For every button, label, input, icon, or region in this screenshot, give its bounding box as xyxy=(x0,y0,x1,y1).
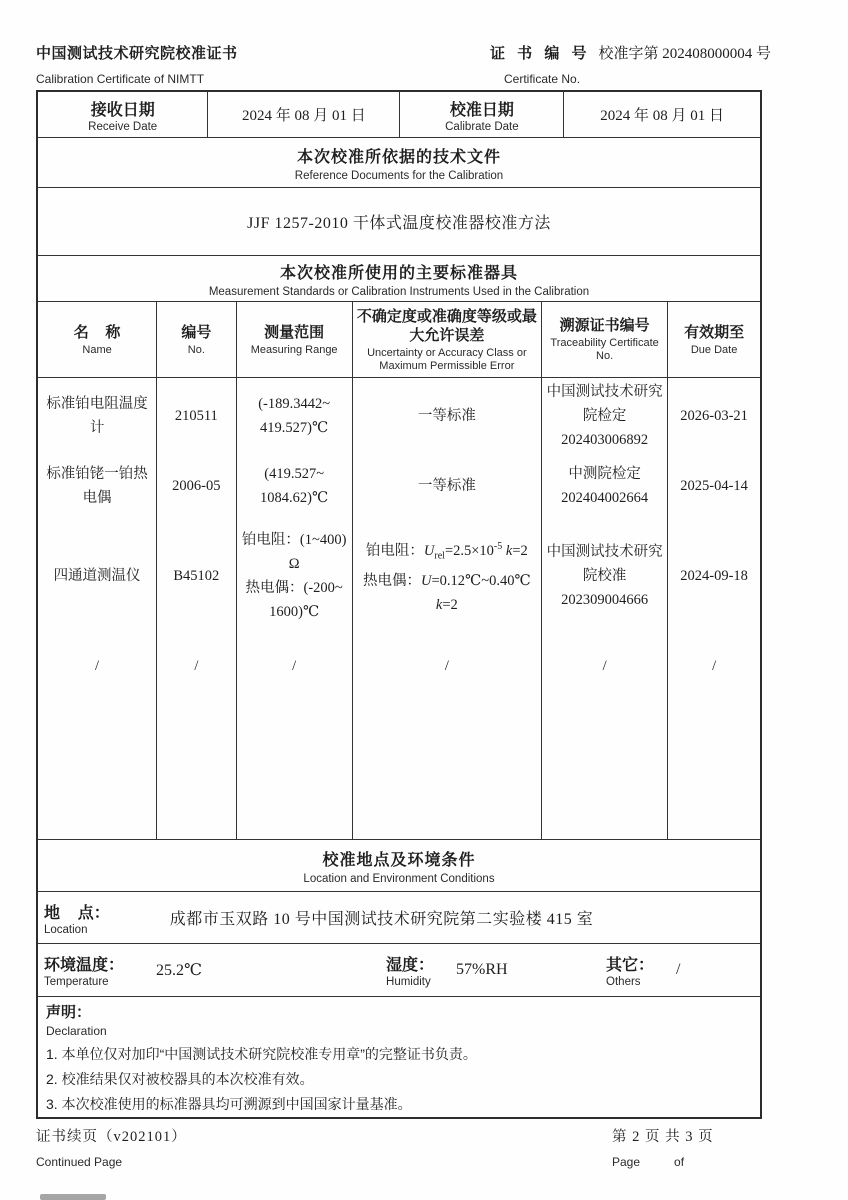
table-row xyxy=(38,522,760,630)
others-value: / xyxy=(676,961,681,978)
calibrate-date-value-cell xyxy=(564,92,760,137)
coverage-factor-symbol: k xyxy=(505,542,513,559)
continued-page-label-en: Continued Page xyxy=(36,1155,123,1169)
standard-name: 标准铂铑一铂热电偶 xyxy=(46,466,148,506)
cell-range xyxy=(237,378,353,454)
uncertainty-line xyxy=(363,569,531,593)
col-header-traceability-cn: 溯源证书编号 xyxy=(559,317,650,334)
range-line: 热电偶：(-200~ xyxy=(245,580,343,596)
col-header-uncertainty-cn: 不确定度或准确度等级或最大允许误差 xyxy=(356,307,537,344)
trace-line: 院检定 xyxy=(582,408,627,424)
receive-date-value: 2024 年 08 月 01 日 xyxy=(242,108,366,124)
receive-date-label-cell xyxy=(38,92,208,137)
due-date: 2025-04-14 xyxy=(680,478,748,494)
col-header-name-cn: 名 称 xyxy=(73,323,121,341)
humidity-value: 57%RH xyxy=(456,961,508,978)
header-right xyxy=(490,42,771,86)
page-word: Page xyxy=(612,1155,641,1169)
document-title-en: Calibration Certificate of NIMTT xyxy=(36,72,205,86)
standards-table-header xyxy=(38,302,760,378)
calibrate-date-label-cell xyxy=(400,92,564,137)
cell-traceability xyxy=(542,378,668,454)
trace-line: 院校准 xyxy=(582,568,627,584)
cell-uncertainty xyxy=(353,630,542,702)
others-label-cn: 其它： xyxy=(606,957,655,974)
of-word: of xyxy=(674,1155,685,1169)
standards-section-header xyxy=(38,256,760,302)
dates-row xyxy=(38,92,760,138)
reference-header-cn: 本次校准所依据的技术文件 xyxy=(296,148,501,166)
col-header-traceability xyxy=(542,302,668,377)
col-header-no xyxy=(157,302,236,377)
standard-no: 2006-05 xyxy=(172,478,221,494)
humidity-label xyxy=(386,952,434,988)
environment-row xyxy=(38,944,760,997)
receive-date-value-cell xyxy=(208,92,400,137)
uncertainty-text: 铂电阻： xyxy=(365,542,424,559)
empty-cell xyxy=(237,702,353,839)
col-header-due-en: Due Date xyxy=(690,343,738,356)
uncertainty-text: =2.5×10 xyxy=(444,542,494,559)
declaration-section xyxy=(38,997,760,1117)
table-row xyxy=(38,378,760,450)
temperature-label xyxy=(44,952,124,988)
standard-no: 210511 xyxy=(174,408,218,424)
calibrate-date-label-cn: 校准日期 xyxy=(449,101,514,119)
scan-artifact xyxy=(40,1194,106,1200)
empty-cell xyxy=(353,702,542,839)
footer-left xyxy=(36,1125,187,1169)
range-line: 419.527)℃ xyxy=(260,420,329,436)
trace-line: 202309004666 xyxy=(561,592,649,608)
range-line: (-189.3442~ xyxy=(258,396,331,412)
declaration-item: 3. 本次校准使用的标准器具均可溯源到中国国家计量基准。 xyxy=(46,1096,412,1112)
range-line: 铂电阻：(1~400) xyxy=(241,532,347,548)
standard-name: 四通道测温仪 xyxy=(53,568,141,584)
location-label xyxy=(44,900,110,936)
page-number-en xyxy=(612,1155,714,1169)
cell-no xyxy=(157,378,236,454)
cell-uncertainty xyxy=(353,450,542,522)
uncertainty-line xyxy=(366,535,528,569)
certificate-number-line xyxy=(490,42,771,63)
humidity-label-cn: 湿度： xyxy=(386,957,435,974)
uncertainty-value: / xyxy=(444,658,449,674)
col-header-range-en: Measuring Range xyxy=(250,343,338,356)
table-row xyxy=(38,630,760,702)
calibrate-date-label-en: Calibrate Date xyxy=(445,120,519,133)
location-row xyxy=(38,892,760,944)
uncertainty-line xyxy=(436,593,458,617)
cell-uncertainty xyxy=(353,522,542,630)
cell-name xyxy=(38,378,157,454)
empty-cell xyxy=(542,702,668,839)
cell-due xyxy=(668,630,760,702)
declaration-item: 2. 校准结果仅对被校器具的本次校准有效。 xyxy=(46,1071,314,1087)
cell-traceability xyxy=(542,630,668,702)
cell-due xyxy=(668,450,760,522)
standard-no: / xyxy=(194,658,199,674)
col-header-traceability-en: Traceability Certificate No. xyxy=(550,337,659,362)
uncertainty-superscript: -5 xyxy=(493,541,503,553)
due-date: 2026-03-21 xyxy=(680,408,748,424)
temperature-label-cn: 环境温度： xyxy=(44,957,125,974)
standard-name: 标准铂电阻温度计 xyxy=(46,396,148,436)
due-date: 2024-09-18 xyxy=(680,568,748,584)
reference-header-en: Reference Documents for the Calibration xyxy=(294,169,504,182)
cell-no xyxy=(157,450,236,522)
empty-cell xyxy=(38,702,157,839)
cell-uncertainty xyxy=(353,378,542,454)
uncertainty-value: 一等标准 xyxy=(417,408,476,424)
trace-line: 中国测试技术研究 xyxy=(546,384,663,400)
col-header-due xyxy=(668,302,760,377)
col-header-name xyxy=(38,302,157,377)
table-row xyxy=(38,450,760,522)
trace-line: 202403006892 xyxy=(561,432,649,448)
cell-name xyxy=(38,450,157,522)
col-header-uncertainty-en: Uncertainty or Accuracy Class or Maximum Permissible Error xyxy=(367,346,527,372)
certificate-number-label-en: Certificate No. xyxy=(504,72,581,86)
reference-document xyxy=(38,188,760,256)
range-line: (419.527~ xyxy=(264,466,325,482)
trace-line: / xyxy=(602,658,607,674)
certificate-number-label: 证 书 编 号 xyxy=(490,45,591,62)
header-left xyxy=(36,42,238,86)
standard-no: B45102 xyxy=(173,568,220,584)
declaration-label-en: Declaration xyxy=(46,1024,107,1038)
declaration-label-cn: 声明： xyxy=(46,1004,92,1021)
col-header-range xyxy=(237,302,353,377)
others-label-en: Others xyxy=(606,976,641,988)
location-header-cn: 校准地点及环境条件 xyxy=(322,851,476,869)
trace-line: 中国测试技术研究 xyxy=(546,544,663,560)
receive-date-label-cn: 接收日期 xyxy=(90,101,155,119)
cell-name xyxy=(38,522,157,630)
col-header-due-cn: 有效期至 xyxy=(684,323,745,341)
cell-no xyxy=(157,630,236,702)
due-date: / xyxy=(712,658,717,674)
humidity-label-en: Humidity xyxy=(386,976,431,988)
coverage-factor-value: =2 xyxy=(512,542,528,559)
location-label-cn: 地 点： xyxy=(44,904,110,922)
others-label xyxy=(606,952,654,988)
standards-header-cn: 本次校准所使用的主要标准器具 xyxy=(279,264,518,282)
uncertainty-symbol: U xyxy=(423,542,435,559)
col-header-no-cn: 编号 xyxy=(181,323,212,341)
col-header-uncertainty xyxy=(353,302,542,377)
range-line: / xyxy=(292,658,297,674)
cell-range xyxy=(237,522,353,630)
cell-range xyxy=(237,450,353,522)
col-header-name-en: Name xyxy=(82,343,112,356)
temperature-label-en: Temperature xyxy=(44,976,109,988)
range-line: 1084.62)℃ xyxy=(260,490,329,506)
location-value: 成都市玉双路 10 号中国测试技术研究院第二实验楼 415 室 xyxy=(169,911,594,928)
temperature-value: 25.2℃ xyxy=(156,962,202,979)
cell-due xyxy=(668,522,760,630)
cell-due xyxy=(668,378,760,454)
col-header-no-en: No. xyxy=(187,343,205,356)
uncertainty-subscript: rel xyxy=(434,550,445,562)
declaration-items xyxy=(46,1042,752,1117)
empty-cell xyxy=(668,702,760,839)
standards-header-en: Measurement Standards or Calibration Instruments Used in the Calibration xyxy=(208,285,590,298)
coverage-factor-value: =2 xyxy=(442,596,458,613)
range-line: Ω xyxy=(288,556,300,572)
cell-traceability xyxy=(542,450,668,522)
table-empty-space xyxy=(38,702,760,840)
location-header-en: Location and Environment Conditions xyxy=(303,872,495,885)
cell-name xyxy=(38,630,157,702)
certificate-body xyxy=(36,90,762,1119)
trace-line: 中测院检定 xyxy=(568,466,641,482)
col-header-range-cn: 测量范围 xyxy=(264,323,325,341)
standard-name: / xyxy=(95,658,100,674)
coverage-factor-symbol: k xyxy=(435,596,443,613)
cell-traceability xyxy=(542,522,668,630)
reference-section-header xyxy=(38,138,760,188)
uncertainty-symbol: U xyxy=(420,572,432,589)
range-line: 1600)℃ xyxy=(269,604,320,620)
footer-right xyxy=(612,1125,714,1169)
calibrate-date-value: 2024 年 08 月 01 日 xyxy=(600,108,725,124)
declaration-item: 1. 本单位仅对加印“中国测试技术研究院校准专用章”的完整证书负责。 xyxy=(46,1046,477,1062)
location-section-header xyxy=(38,840,760,892)
cell-no xyxy=(157,522,236,630)
page-number-cn: 第 2 页 共 3 页 xyxy=(612,1129,714,1145)
uncertainty-text: 热电偶： xyxy=(362,572,421,589)
certificate-number-value: 校准字第 202408000004 号 xyxy=(598,46,772,62)
reference-document-text: JJF 1257-2010 干体式温度校准器校准方法 xyxy=(247,215,551,232)
location-label-en: Location xyxy=(44,923,88,936)
receive-date-label-en: Receive Date xyxy=(88,120,158,133)
trace-line: 202404002664 xyxy=(561,490,649,506)
empty-cell xyxy=(157,702,236,839)
cell-range xyxy=(237,630,353,702)
continued-page-label-cn: 证书续页（v202101） xyxy=(36,1129,187,1145)
uncertainty-text: =0.12℃~0.40℃ xyxy=(431,572,531,589)
uncertainty-value: 一等标准 xyxy=(417,478,476,494)
document-title-cn: 中国测试技术研究院校准证书 xyxy=(36,45,238,62)
